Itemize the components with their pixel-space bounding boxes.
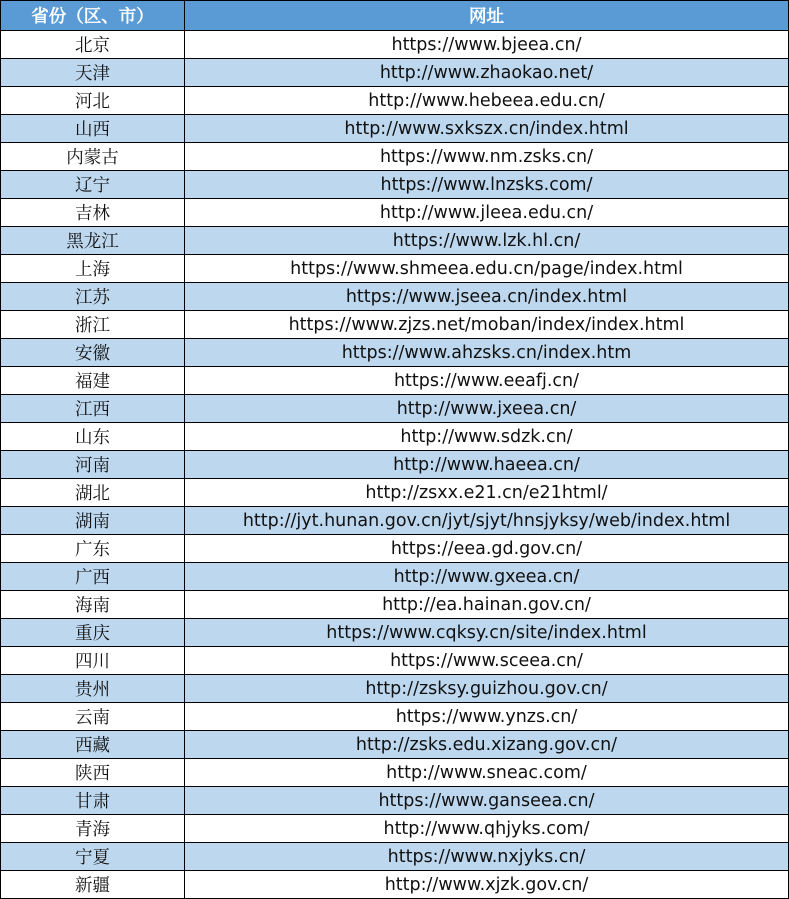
- table-row: [1, 535, 789, 563]
- table-row: [1, 227, 789, 255]
- table-row: [1, 115, 789, 143]
- url-cell[interactable]: https://www.jseea.cn/index.html: [185, 283, 789, 311]
- url-cell[interactable]: https://www.lnzsks.com/: [185, 171, 789, 199]
- table-row: [1, 143, 789, 171]
- url-cell[interactable]: https://www.eeafj.cn/: [185, 367, 789, 395]
- table-row: [1, 787, 789, 815]
- province-cell: 天津: [1, 59, 185, 87]
- province-cell: 内蒙古: [1, 143, 185, 171]
- province-cell: 山西: [1, 115, 185, 143]
- province-cell: 湖南: [1, 507, 185, 535]
- header-province: 省份（区、市）: [1, 1, 185, 31]
- table-row: [1, 507, 789, 535]
- url-cell[interactable]: http://www.hebeea.edu.cn/: [185, 87, 789, 115]
- table-row: [1, 171, 789, 199]
- province-cell: 辽宁: [1, 171, 185, 199]
- province-cell: 青海: [1, 815, 185, 843]
- url-cell[interactable]: https://www.zjzs.net/moban/index/index.html: [185, 311, 789, 339]
- province-cell: 广西: [1, 563, 185, 591]
- url-cell[interactable]: http://www.gxeea.cn/: [185, 563, 789, 591]
- province-cell: 江西: [1, 395, 185, 423]
- table-row: [1, 451, 789, 479]
- url-cell[interactable]: http://www.jleea.edu.cn/: [185, 199, 789, 227]
- url-cell[interactable]: http://www.jxeea.cn/: [185, 395, 789, 423]
- province-cell: 北京: [1, 31, 185, 59]
- table-body: [1, 31, 789, 899]
- table-row: [1, 563, 789, 591]
- url-cell[interactable]: https://www.nm.zsks.cn/: [185, 143, 789, 171]
- table-row: [1, 255, 789, 283]
- table-row: [1, 759, 789, 787]
- province-cell: 西藏: [1, 731, 185, 759]
- table-row: [1, 367, 789, 395]
- province-cell: 江苏: [1, 283, 185, 311]
- url-cell[interactable]: https://www.nxjyks.cn/: [185, 843, 789, 871]
- table-row: [1, 423, 789, 451]
- table-row: [1, 479, 789, 507]
- url-cell[interactable]: http://www.qhjyks.com/: [185, 815, 789, 843]
- province-cell: 陕西: [1, 759, 185, 787]
- province-cell: 河南: [1, 451, 185, 479]
- province-cell: 上海: [1, 255, 185, 283]
- province-cell: 新疆: [1, 871, 185, 899]
- url-cell[interactable]: https://www.ahzsks.cn/index.htm: [185, 339, 789, 367]
- table-row: [1, 395, 789, 423]
- table-row: [1, 647, 789, 675]
- url-cell[interactable]: https://www.cqksy.cn/site/index.html: [185, 619, 789, 647]
- table-row: [1, 591, 789, 619]
- url-cell[interactable]: http://www.sneac.com/: [185, 759, 789, 787]
- province-cell: 湖北: [1, 479, 185, 507]
- province-cell: 广东: [1, 535, 185, 563]
- table-row: [1, 619, 789, 647]
- url-cell[interactable]: http://zsxx.e21.cn/e21html/: [185, 479, 789, 507]
- table-header-row: [1, 1, 789, 31]
- table-row: [1, 87, 789, 115]
- header-website: 网址: [185, 1, 789, 31]
- url-cell[interactable]: http://zsks.edu.xizang.gov.cn/: [185, 731, 789, 759]
- table-row: [1, 59, 789, 87]
- province-cell: 四川: [1, 647, 185, 675]
- province-cell: 贵州: [1, 675, 185, 703]
- url-cell[interactable]: http://ea.hainan.gov.cn/: [185, 591, 789, 619]
- province-cell: 安徽: [1, 339, 185, 367]
- url-cell[interactable]: https://eea.gd.gov.cn/: [185, 535, 789, 563]
- province-cell: 宁夏: [1, 843, 185, 871]
- table-row: [1, 283, 789, 311]
- url-cell[interactable]: http://jyt.hunan.gov.cn/jyt/sjyt/hnsjyksy/web/index.html: [185, 507, 789, 535]
- table-row: [1, 703, 789, 731]
- province-cell: 河北: [1, 87, 185, 115]
- url-cell[interactable]: https://www.ynzs.cn/: [185, 703, 789, 731]
- url-cell[interactable]: http://www.haeea.cn/: [185, 451, 789, 479]
- url-cell[interactable]: https://www.ganseea.cn/: [185, 787, 789, 815]
- url-cell[interactable]: http://www.sdzk.cn/: [185, 423, 789, 451]
- table-row: [1, 731, 789, 759]
- province-cell: 黑龙江: [1, 227, 185, 255]
- url-cell[interactable]: http://zsksy.guizhou.gov.cn/: [185, 675, 789, 703]
- url-cell[interactable]: http://www.sxkszx.cn/index.html: [185, 115, 789, 143]
- province-cell: 重庆: [1, 619, 185, 647]
- province-cell: 甘肃: [1, 787, 185, 815]
- table-row: [1, 871, 789, 899]
- url-cell[interactable]: https://www.sceea.cn/: [185, 647, 789, 675]
- url-cell[interactable]: https://www.shmeea.edu.cn/page/index.html: [185, 255, 789, 283]
- table-row: [1, 31, 789, 59]
- province-cell: 海南: [1, 591, 185, 619]
- province-cell: 吉林: [1, 199, 185, 227]
- url-cell[interactable]: https://www.lzk.hl.cn/: [185, 227, 789, 255]
- province-cell: 云南: [1, 703, 185, 731]
- province-cell: 福建: [1, 367, 185, 395]
- table-row: [1, 675, 789, 703]
- table-row: [1, 815, 789, 843]
- url-cell[interactable]: http://www.xjzk.gov.cn/: [185, 871, 789, 899]
- table-row: [1, 199, 789, 227]
- province-cell: 山东: [1, 423, 185, 451]
- table-row: [1, 339, 789, 367]
- province-cell: 浙江: [1, 311, 185, 339]
- url-cell[interactable]: https://www.bjeea.cn/: [185, 31, 789, 59]
- table-row: [1, 311, 789, 339]
- url-cell[interactable]: http://www.zhaokao.net/: [185, 59, 789, 87]
- table-row: [1, 843, 789, 871]
